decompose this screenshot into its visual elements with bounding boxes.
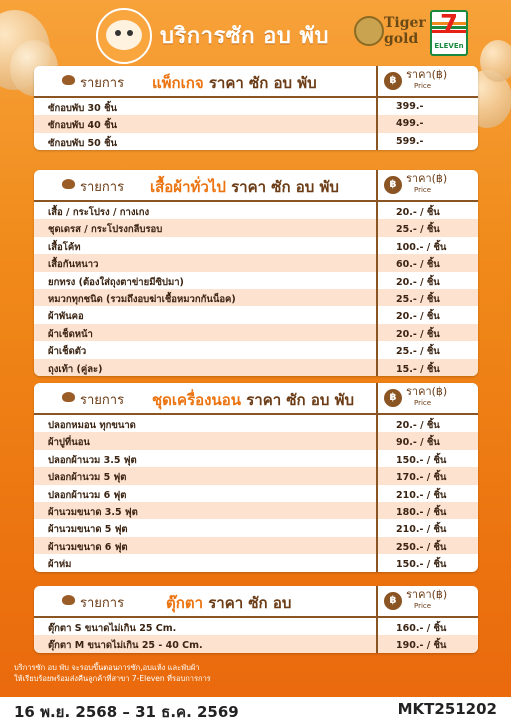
- section-header: [34, 66, 478, 98]
- item-price: 210.- / ชิ้น: [396, 489, 447, 501]
- item-column-label: รายการ: [80, 76, 125, 91]
- item-column-label: รายการ: [80, 393, 125, 408]
- price-row: [34, 289, 478, 306]
- campaign-code: MKT251202: [397, 700, 497, 718]
- promo-dates: 16 พ.ย. 2568 – 31 ธ.ค. 2569: [14, 703, 239, 721]
- price-column-label: ราคา(฿): [406, 172, 448, 185]
- column-divider: [376, 254, 378, 271]
- item-name: ซักอบพับ 40 ชิ้น: [48, 120, 118, 132]
- seven-eleven-logo: 7 ELEVEn: [430, 10, 468, 56]
- price-row: [34, 237, 478, 254]
- item-name: หมวกทุกชนิด (รวมถึงอบฆ่าเชื้อหมวกกันน็อค): [48, 293, 236, 305]
- page-title: บริการซัก อบ พับ: [160, 24, 329, 49]
- item-price: 399.-: [396, 101, 424, 112]
- column-divider: [376, 115, 378, 132]
- item-name: ซักอบพับ 50 ชิ้น: [48, 137, 118, 149]
- item-name: ตุ๊กตา S ขนาดไม่เกิน 25 Cm.: [48, 623, 177, 634]
- column-divider: [376, 202, 378, 219]
- item-price: 15.- / ชิ้น: [396, 363, 440, 375]
- item-name: ปลอกหมอน ทุกขนาด: [48, 420, 136, 431]
- laundry-bag-icon: [62, 179, 75, 189]
- footer-bar: [0, 697, 511, 723]
- coin-stack-icon: ฿: [384, 176, 402, 194]
- item-price: 90.- / ชิ้น: [396, 437, 440, 449]
- item-price: 100.- / ชิ้น: [396, 241, 447, 253]
- item-price: 190.- / ชิ้น: [396, 640, 447, 652]
- price-row: [34, 537, 478, 554]
- column-divider: [376, 272, 378, 289]
- laundry-bag-icon: [62, 392, 75, 402]
- item-name: เสื้อ / กระโปรง / กางเกง: [48, 207, 150, 218]
- column-divider: [376, 324, 378, 341]
- column-divider: [376, 586, 378, 616]
- section-title: ชุดเครื่องนอน ราคา ซัก อบ พับ: [152, 391, 355, 409]
- price-row: [34, 554, 478, 571]
- item-name: ยกทรง (ต้องใส่ถุงตาข่ายมีซิปมา): [48, 276, 184, 288]
- price-row: [34, 133, 478, 150]
- item-name: ผ้าพันคอ: [48, 311, 84, 323]
- item-name: ผ้านวมขนาด 6 ฟุต: [48, 541, 128, 553]
- price-row: [34, 341, 478, 358]
- column-divider: [376, 554, 378, 571]
- price-column-label-en: Price: [414, 186, 432, 194]
- item-name: ปลอกผ้านวม 3.5 ฟุต: [48, 454, 137, 466]
- item-price: 20.- / ชิ้น: [396, 276, 440, 288]
- item-name: ผ้านวมขนาด 3.5 ฟุต: [48, 506, 138, 518]
- item-price: 150.- / ชิ้น: [396, 454, 447, 466]
- price-column-label-en: Price: [414, 399, 432, 407]
- price-row: [34, 272, 478, 289]
- item-price: 25.- / ชิ้น: [396, 293, 440, 305]
- column-divider: [376, 359, 378, 376]
- price-section-card: [34, 383, 478, 572]
- item-price: 150.- / ชิ้น: [396, 559, 447, 571]
- section-header: [34, 383, 478, 415]
- column-divider: [376, 133, 378, 150]
- item-name: ชุดเดรส / กระโปรงกลีบรอบ: [48, 224, 163, 236]
- column-divider: [376, 450, 378, 467]
- item-name: ผ้านวมขนาด 5 ฟุต: [48, 524, 128, 536]
- price-column-label-en: Price: [414, 602, 432, 610]
- section-title: แพ็กเกจ ราคา ซัก อบ พับ: [152, 74, 317, 92]
- price-section-card: [34, 586, 478, 653]
- item-price: 60.- / ชิ้น: [396, 259, 440, 271]
- item-price: 250.- / ชิ้น: [396, 541, 447, 553]
- item-name: ซักอบพับ 30 ชิ้น: [48, 103, 118, 114]
- price-column-label: ราคา(฿): [406, 385, 448, 398]
- item-column-label: รายการ: [80, 596, 125, 611]
- price-row: [34, 254, 478, 271]
- item-name: ถุงเท้า (คู่ละ): [48, 363, 103, 375]
- column-divider: [376, 237, 378, 254]
- column-divider: [376, 618, 378, 635]
- item-name: ตุ๊กตา M ขนาดไม่เกิน 25 - 40 Cm.: [48, 640, 203, 652]
- laundry-bag-icon: [62, 75, 75, 85]
- item-name: ผ้าห่ม: [48, 559, 72, 571]
- column-divider: [376, 415, 378, 432]
- price-row: [34, 432, 478, 449]
- item-price: 170.- / ชิ้น: [396, 472, 447, 484]
- tiger-gold-logo: Tiger gold: [354, 14, 420, 50]
- price-column-label: ราคา(฿): [406, 588, 448, 601]
- column-divider: [376, 289, 378, 306]
- price-row: [34, 635, 478, 652]
- footnote: บริการซัก อบ พับ จะรอบขึ้นตอนการซัก,อบแห้ง และพับผ้า ให้เรียบร้อยพร้อมส่งคืนลูกค้าที่สาขา 7-Eleven ที่รอบการการ: [14, 663, 211, 683]
- column-divider: [376, 432, 378, 449]
- column-divider: [376, 341, 378, 358]
- price-row: [34, 202, 478, 219]
- item-price: 20.- / ชิ้น: [396, 328, 440, 340]
- coin-stack-icon: ฿: [384, 389, 402, 407]
- section-header: [34, 170, 478, 202]
- item-name: ปลอกผ้านวม 5 ฟุต: [48, 472, 127, 484]
- item-price: 25.- / ชิ้น: [396, 224, 440, 236]
- item-name: ผ้าเช็ดตัว: [48, 346, 87, 358]
- item-name: ปลอกผ้านวม 6 ฟุต: [48, 489, 127, 501]
- column-divider: [376, 306, 378, 323]
- item-price: 499.-: [396, 118, 424, 130]
- column-divider: [376, 66, 378, 96]
- price-row: [34, 467, 478, 484]
- column-divider: [376, 98, 378, 115]
- item-price: 210.- / ชิ้น: [396, 524, 447, 536]
- item-name: เสื้อโค้ท: [48, 241, 81, 253]
- price-section-card: [34, 170, 478, 376]
- price-row: [34, 98, 478, 115]
- coin-stack-icon: ฿: [384, 592, 402, 610]
- column-divider: [376, 502, 378, 519]
- item-price: 160.- / ชิ้น: [396, 623, 447, 634]
- item-price: 599.-: [396, 135, 424, 147]
- item-price: 25.- / ชิ้น: [396, 346, 440, 358]
- price-column-label: ราคา(฿): [406, 68, 448, 81]
- column-divider: [376, 219, 378, 236]
- price-row: [34, 502, 478, 519]
- column-divider: [376, 635, 378, 652]
- price-row: [34, 519, 478, 536]
- tiger-mascot-icon: [96, 8, 152, 64]
- price-column-label-en: Price: [414, 82, 432, 90]
- column-divider: [376, 537, 378, 554]
- price-row: [34, 306, 478, 323]
- item-name: เสื้อกันหนาว: [48, 259, 99, 271]
- price-row: [34, 324, 478, 341]
- item-name: ผ้าปูที่นอน: [48, 437, 90, 449]
- section-title: เสื้อผ้าทั่วไป ราคา ซัก อบ พับ: [150, 178, 339, 196]
- item-column-label: รายการ: [80, 180, 125, 195]
- section-title: ตุ๊กตา ราคา ซัก อบ: [166, 594, 292, 612]
- item-price: 20.- / ชิ้น: [396, 207, 440, 218]
- column-divider: [376, 383, 378, 413]
- price-row: [34, 115, 478, 132]
- column-divider: [376, 485, 378, 502]
- price-section-card: [34, 66, 478, 150]
- section-header: [34, 586, 478, 618]
- item-name: ผ้าเช็ดหน้า: [48, 328, 93, 340]
- price-row: [34, 618, 478, 635]
- item-price: 20.- / ชิ้น: [396, 311, 440, 323]
- item-price: 180.- / ชิ้น: [396, 506, 447, 518]
- coin-stack-icon: ฿: [384, 72, 402, 90]
- header: [0, 0, 511, 62]
- price-row: [34, 485, 478, 502]
- column-divider: [376, 170, 378, 200]
- laundry-bag-icon: [62, 595, 75, 605]
- column-divider: [376, 467, 378, 484]
- column-divider: [376, 519, 378, 536]
- price-row: [34, 415, 478, 432]
- price-row: [34, 450, 478, 467]
- price-row: [34, 359, 478, 376]
- price-row: [34, 219, 478, 236]
- item-price: 20.- / ชิ้น: [396, 420, 440, 431]
